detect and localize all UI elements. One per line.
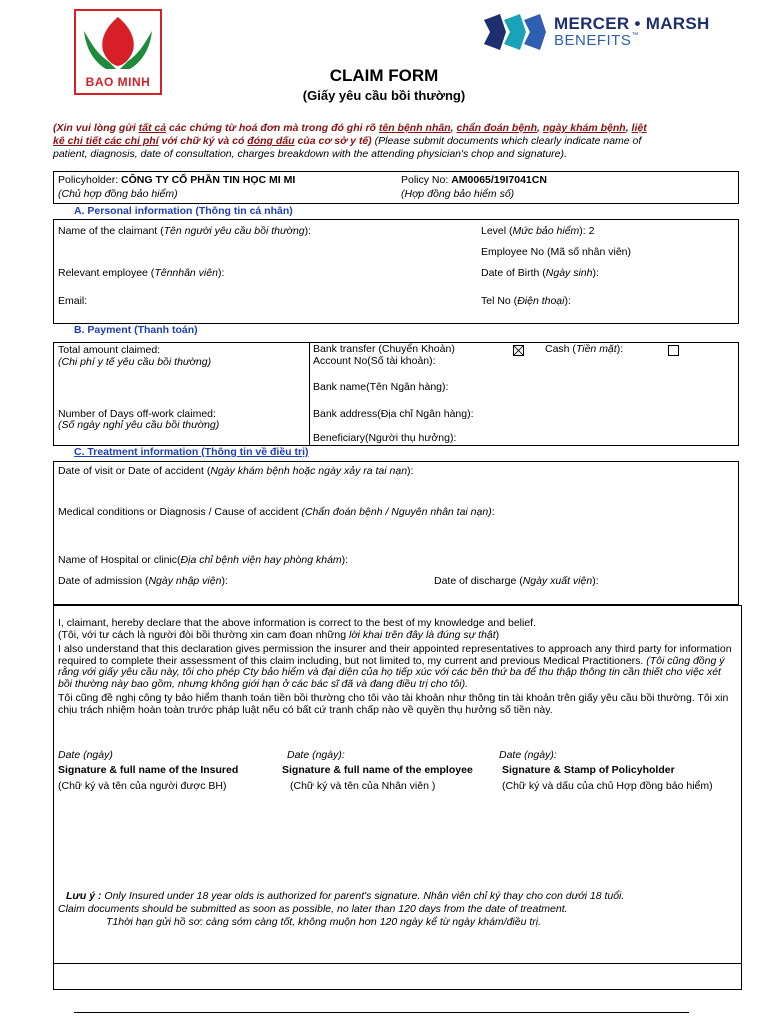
employee-no-field[interactable]: Employee No (Mã số nhân viên) — [481, 246, 631, 258]
mercer-marsh-logo — [484, 12, 744, 52]
signature-policyholder[interactable]: Signature & Stamp of Policyholder — [502, 764, 675, 776]
hospital-field[interactable]: Name of Hospital or clinic(Địa chỉ bệnh viện hay phòng khám): — [58, 554, 349, 566]
tel-no-field[interactable]: Tel No (Điện thoại): — [481, 295, 571, 307]
claimant-name-field[interactable]: Name of the claimant (Tên người yêu cầu bồi thường): — [58, 225, 312, 237]
benefits-wordmark: BENEFITS — [554, 32, 632, 49]
beneficiary-field[interactable]: Beneficiary(Người thụ hưởng): — [313, 432, 457, 444]
cash-checkbox[interactable] — [668, 345, 679, 356]
declaration-bottom-rule — [53, 963, 742, 964]
policy-no-field[interactable]: Policy No: AM0065/19I7041CN — [401, 174, 547, 186]
signature-employee[interactable]: Signature & full name of the employee — [282, 764, 473, 776]
page-subtitle: (Giấy yêu cầu bồi thường) — [302, 88, 466, 103]
cash-label: Cash (Tiền mặt): — [545, 343, 624, 355]
instructions: (Xin vui lòng gửi tất cả các chứng từ hoá đơn mà trong đó ghi rõ tên bệnh nhân, chẩn đoán bệnh, ngày khám bệnh, liệt kê chi tiết các chi phí với chữ ký và có đóng dấu của cơ sở y tế) (Please submit documents which clearly indicate name of patient, diagnosis, date of consultation, charges breakdown with the attending physician's chop and signature). — [53, 122, 647, 160]
mercer-mark-icon — [484, 14, 548, 50]
date-employee[interactable]: Date (ngày): — [287, 749, 345, 761]
policyholder-field[interactable]: Policyholder: CÔNG TY CỔ PHẦN TIN HỌC MI MI — [58, 174, 296, 186]
email-field[interactable]: Email: — [58, 295, 88, 307]
days-off-field[interactable]: Number of Days off-work claimed: (Số ngày nghỉ yêu cầu bồi thường) — [58, 408, 220, 431]
date-insured[interactable]: Date (ngày) — [58, 749, 113, 761]
mercer-marsh-wordmark: MERCER • MARSH — [554, 14, 710, 33]
signature-insured[interactable]: Signature & full name of the Insured — [58, 764, 239, 776]
policyholder-name: CÔNG TY CỔ PHẦN TIN HỌC MI MI — [121, 174, 296, 186]
relevant-employee-field[interactable]: Relevant employee (Tênnhân viên): — [58, 267, 225, 279]
section-a-heading: A. Personal information (Thông tin cá nhân) — [74, 205, 293, 217]
checked-x-icon — [514, 346, 523, 355]
page-title: CLAIM FORM — [329, 66, 439, 85]
total-amount-field[interactable]: Total amount claimed: (Chi phí y tế yêu cầu bồi thường) — [58, 344, 212, 368]
footer-rule — [74, 1012, 689, 1013]
declaration-text: I, claimant, hereby declare that the above information is correct to the best of my knowledge and belief. (Tôi, với tư cách là người đòi bồi thường xin cam đoan những lời khai trên đây là đúng sự thật) I also understand that this declaration gives permission the insurer and their appointed representatives to approach any third party for information required to complete their assessment of this claim including, but not limited to, my current and previous Medical Practitioners. (Tôi cũng đồng ý rằng với giấy yêu cầu này, tôi cho phép Cty bảo hiểm và đại diện của họ tiếp xúc với các bên thứ ba để thu thập thông tin cần thiết cho việc xét bồi thường này bao gồm, nhưng không giới hạn ở các bác sĩ đã và đang điều trị cho tôi). Tôi cũng đề nghị công ty bảo hiểm thanh toán tiền bồi thường cho tôi vào tài khoản như thông tin tài khoản trên giấy yêu cầu bồi thường. Tôi xin chịu trách nhiệm hoàn toàn trước pháp luật nếu có bất cứ tranh chấp nào về quyền thụ hưởng số tiền này. — [58, 617, 732, 716]
date-of-admission-field[interactable]: Date of admission (Ngày nhập viện): — [58, 575, 228, 587]
diagnosis-field[interactable]: Medical conditions or Diagnosis / Cause of accident (Chẩn đoán bệnh / Nguyên nhân tai nạn): — [58, 506, 495, 518]
date-of-discharge-field[interactable]: Date of discharge (Ngày xuất viện): — [434, 575, 599, 587]
note-label: Lưu ý : — [66, 890, 102, 902]
section-b-heading: B. Payment (Thanh toán) — [74, 324, 198, 336]
account-no-field[interactable]: Account No(Số tài khoản): — [313, 355, 436, 367]
date-of-birth-field[interactable]: Date of Birth (Ngày sinh): — [481, 267, 599, 279]
notes: Lưu ý : Only Insured under 18 year olds is authorized for parent's signature. Nhân viên chỉ ký thay cho con dưới 18 tuổi. Claim documents should be submitted as soon as possible, no later than 120 days from the date of treatment. T1hời hạn gửi hồ sơ: càng sớm càng tốt, không muộn hơn 120 ngày kể từ ngày khám/điều trị. — [58, 890, 625, 928]
bank-transfer-label: Bank transfer (Chuyển Khoản) — [313, 343, 455, 355]
policy-number: AM0065/19I7041CN — [451, 174, 547, 186]
bao-minh-wordmark: BAO MINH — [85, 75, 151, 89]
date-of-visit-field[interactable]: Date of visit or Date of accident (Ngày khám bệnh hoặc ngày xảy ra tai nạn): — [58, 465, 414, 477]
trademark-symbol: ™ — [631, 32, 639, 39]
bank-name-field[interactable]: Bank name(Tên Ngân hàng): — [313, 381, 449, 393]
bank-transfer-checkbox[interactable] — [513, 345, 524, 356]
level-field[interactable]: Level (Mức bảo hiểm): 2 — [481, 225, 595, 237]
section-c-heading: C. Treatment information (Thông tin về điều trị) — [74, 446, 309, 458]
date-policyholder[interactable]: Date (ngày): — [499, 749, 557, 761]
bank-address-field[interactable]: Bank address(Địa chỉ Ngân hàng): — [313, 408, 474, 420]
section-b-divider — [309, 342, 310, 446]
